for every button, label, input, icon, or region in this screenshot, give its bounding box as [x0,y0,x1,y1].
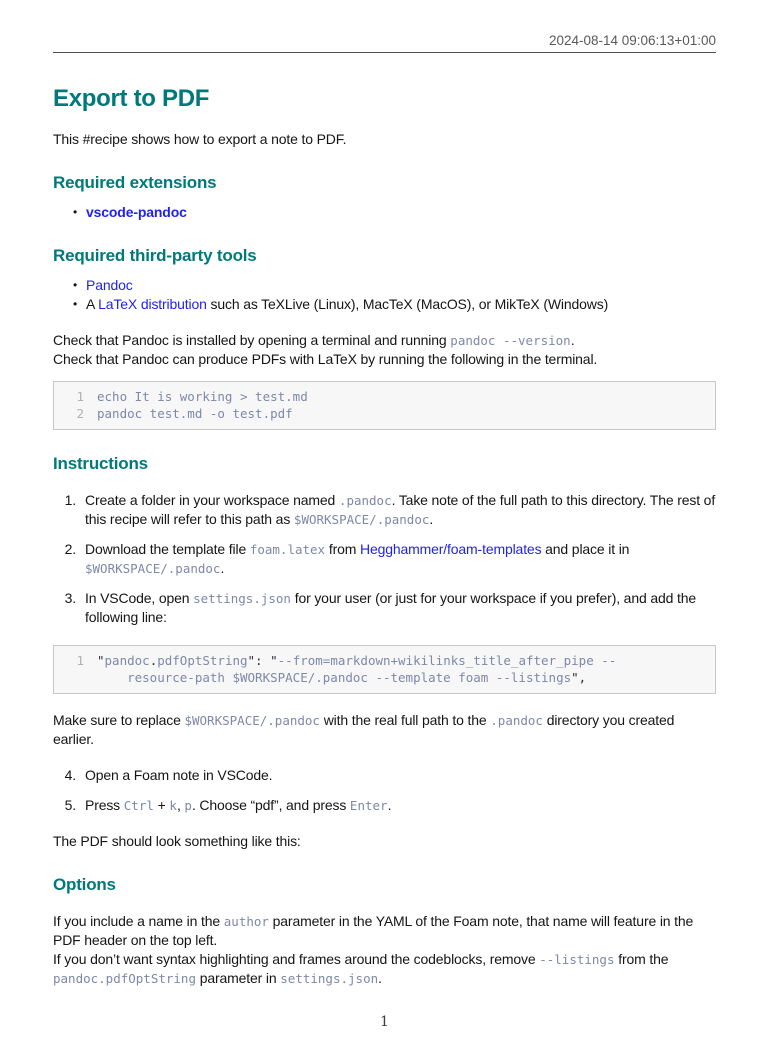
code-line [54,388,715,405]
check-pandoc-paragraph [53,331,716,369]
bullet-icon: • [72,278,77,292]
page-title: Export to PDF [53,85,210,112]
code-line-content [97,652,616,669]
text-segment: Download the template file [85,541,250,557]
inline-code: Ctrl [123,798,154,813]
header-date: 2024-08-14 09:06:13+01:00 [548,33,716,48]
intro-paragraph [53,130,716,149]
item-text [85,540,716,578]
section-heading-required-tools: Required third-party tools [53,246,257,265]
tools-list [53,276,716,314]
section-heading-options: Options [53,875,116,894]
page-number: 1 [380,1014,389,1030]
text-segment: with the real full path to the [319,712,491,728]
inline-code: author [223,914,269,929]
inline-code: .pandoc [490,713,543,728]
instruction-item [53,589,716,627]
text-segment: This #recipe shows how to export a note to PDF. [53,131,347,147]
instruction-item [53,491,716,529]
item-number: 5. [64,797,76,813]
inline-code: foam.latex [249,542,326,557]
text-segment: . [378,970,382,986]
text-segment: Check that Pandoc is installed by opening a terminal and running [53,332,451,348]
code-punctuation: ": " [247,653,278,668]
text-segment: A [86,296,99,312]
text-segment: Create a folder in your workspace named [85,492,339,508]
inline-code: pandoc --version [450,333,571,348]
list-item [53,203,716,222]
list-item-text [86,203,187,222]
text-segment: and place it in [541,541,630,557]
paragraph-line [53,331,716,350]
code-punctuation: . [149,653,158,668]
text-segment: + [153,797,170,813]
item-text [85,491,716,529]
instruction-item [53,796,716,815]
code-text: resource-path $WORKSPACE/.pandoc --template foam --listings [97,670,572,685]
code-text: pandoc test.md -o test.pdf [97,406,293,421]
section-heading-instructions: Instructions [53,454,148,473]
inline-code: settings.json [280,971,379,986]
link[interactable]: Hegghammer/foam-templates [359,541,542,557]
code-line-content [97,669,586,686]
inline-code: --listings [539,952,615,967]
text-segment: Open a Foam note in VSCode. [85,767,273,783]
text-segment: , [176,797,185,813]
list-item [53,295,716,314]
inline-code: Enter [349,798,388,813]
make-sure-paragraph [53,711,716,749]
instructions-list-part2 [53,766,716,815]
text-segment: directory you created earlier. [53,712,675,747]
code-block-settings [53,645,716,694]
item-number: 2. [64,541,76,557]
line-number: 1 [76,389,84,404]
line-number: 2 [76,406,84,421]
paragraph-line [53,950,716,988]
text-segment: Check that Pandoc can produce PDFs with LaTeX by running the following in the terminal. [53,351,598,367]
paragraph-line [53,350,716,369]
code-text: --from=markdown+wikilinks_title_after_pipe -- [277,653,617,668]
text-segment: . [220,560,225,576]
code-block-terminal [53,381,716,430]
list-item [53,276,716,295]
text-segment: If you don’t want syntax highlighting and frames around the codeblocks, remove [53,951,540,967]
text-segment: Press [85,797,124,813]
item-text [85,589,716,627]
text-segment: . Take note of the full path to this directory. The rest of this recipe will refer to this path as [85,492,716,527]
list-item-text [86,276,133,295]
item-number: 3. [64,590,76,606]
text-segment: . [387,797,392,813]
inline-code: .pandoc [338,493,392,508]
inline-code: $WORKSPACE/.pandoc [85,561,221,576]
text-segment: parameter in the YAML of the Foam note, that name will feature in the PDF header on the top left. [53,913,694,948]
link[interactable]: LaTeX distribution [98,296,207,312]
code-punctuation: " [97,653,105,668]
text-segment: from [325,541,360,557]
code-text: pandoc [104,653,150,668]
page-header [53,0,716,53]
item-text [85,766,716,785]
text-segment: Make sure to replace [53,712,185,728]
text-segment: parameter in [196,970,281,986]
text-segment: from the [614,951,669,967]
code-text: echo It is working > test.md [97,389,308,404]
text-segment: for your user (or just for your workspace if you prefer), and add the following line: [85,590,696,625]
item-number: 1. [64,492,76,508]
text-segment: In VSCode, open [85,590,194,606]
text-segment: such as TeXLive (Linux), MacTeX (MacOS), or MikTeX (Windows) [206,296,609,312]
pdf-preview-note [53,832,716,851]
text-segment: The PDF should look something like this: [53,833,301,849]
section-heading-required-extensions: Required extensions [53,173,217,192]
link[interactable]: Pandoc [86,277,133,293]
instruction-item [53,766,716,785]
inline-code: $WORKSPACE/.pandoc [184,713,320,728]
extensions-list [53,203,716,222]
line-number [54,669,84,686]
link[interactable]: vscode-pandoc [86,204,187,220]
code-punctuation: ", [571,670,587,685]
text-segment: . [429,511,434,527]
text-segment: . Choose “pdf”, and press [191,797,350,813]
options-paragraphs [53,912,716,988]
code-line [54,669,715,686]
bullet-icon: • [72,205,77,219]
inline-code: pandoc.pdfOptString [53,971,196,986]
line-number: 1 [76,653,84,668]
inline-code: $WORKSPACE/.pandoc [293,512,430,527]
inline-code: settings.json [193,591,291,606]
inline-code: p [184,798,192,813]
inline-code: k [169,798,177,813]
instruction-item [53,540,716,578]
code-line [54,652,715,669]
code-line-content [97,388,308,405]
code-text: pdfOptString [157,653,248,668]
text-segment: . [570,332,575,348]
item-number: 4. [64,767,76,783]
item-text [85,796,716,815]
paragraph-line [53,912,716,950]
text-segment: If you include a name in the [53,913,224,929]
list-item-text [86,295,608,314]
code-line [54,405,715,422]
bullet-icon: • [72,297,77,311]
instructions-list-part1 [53,491,716,627]
code-line-content [97,405,293,422]
